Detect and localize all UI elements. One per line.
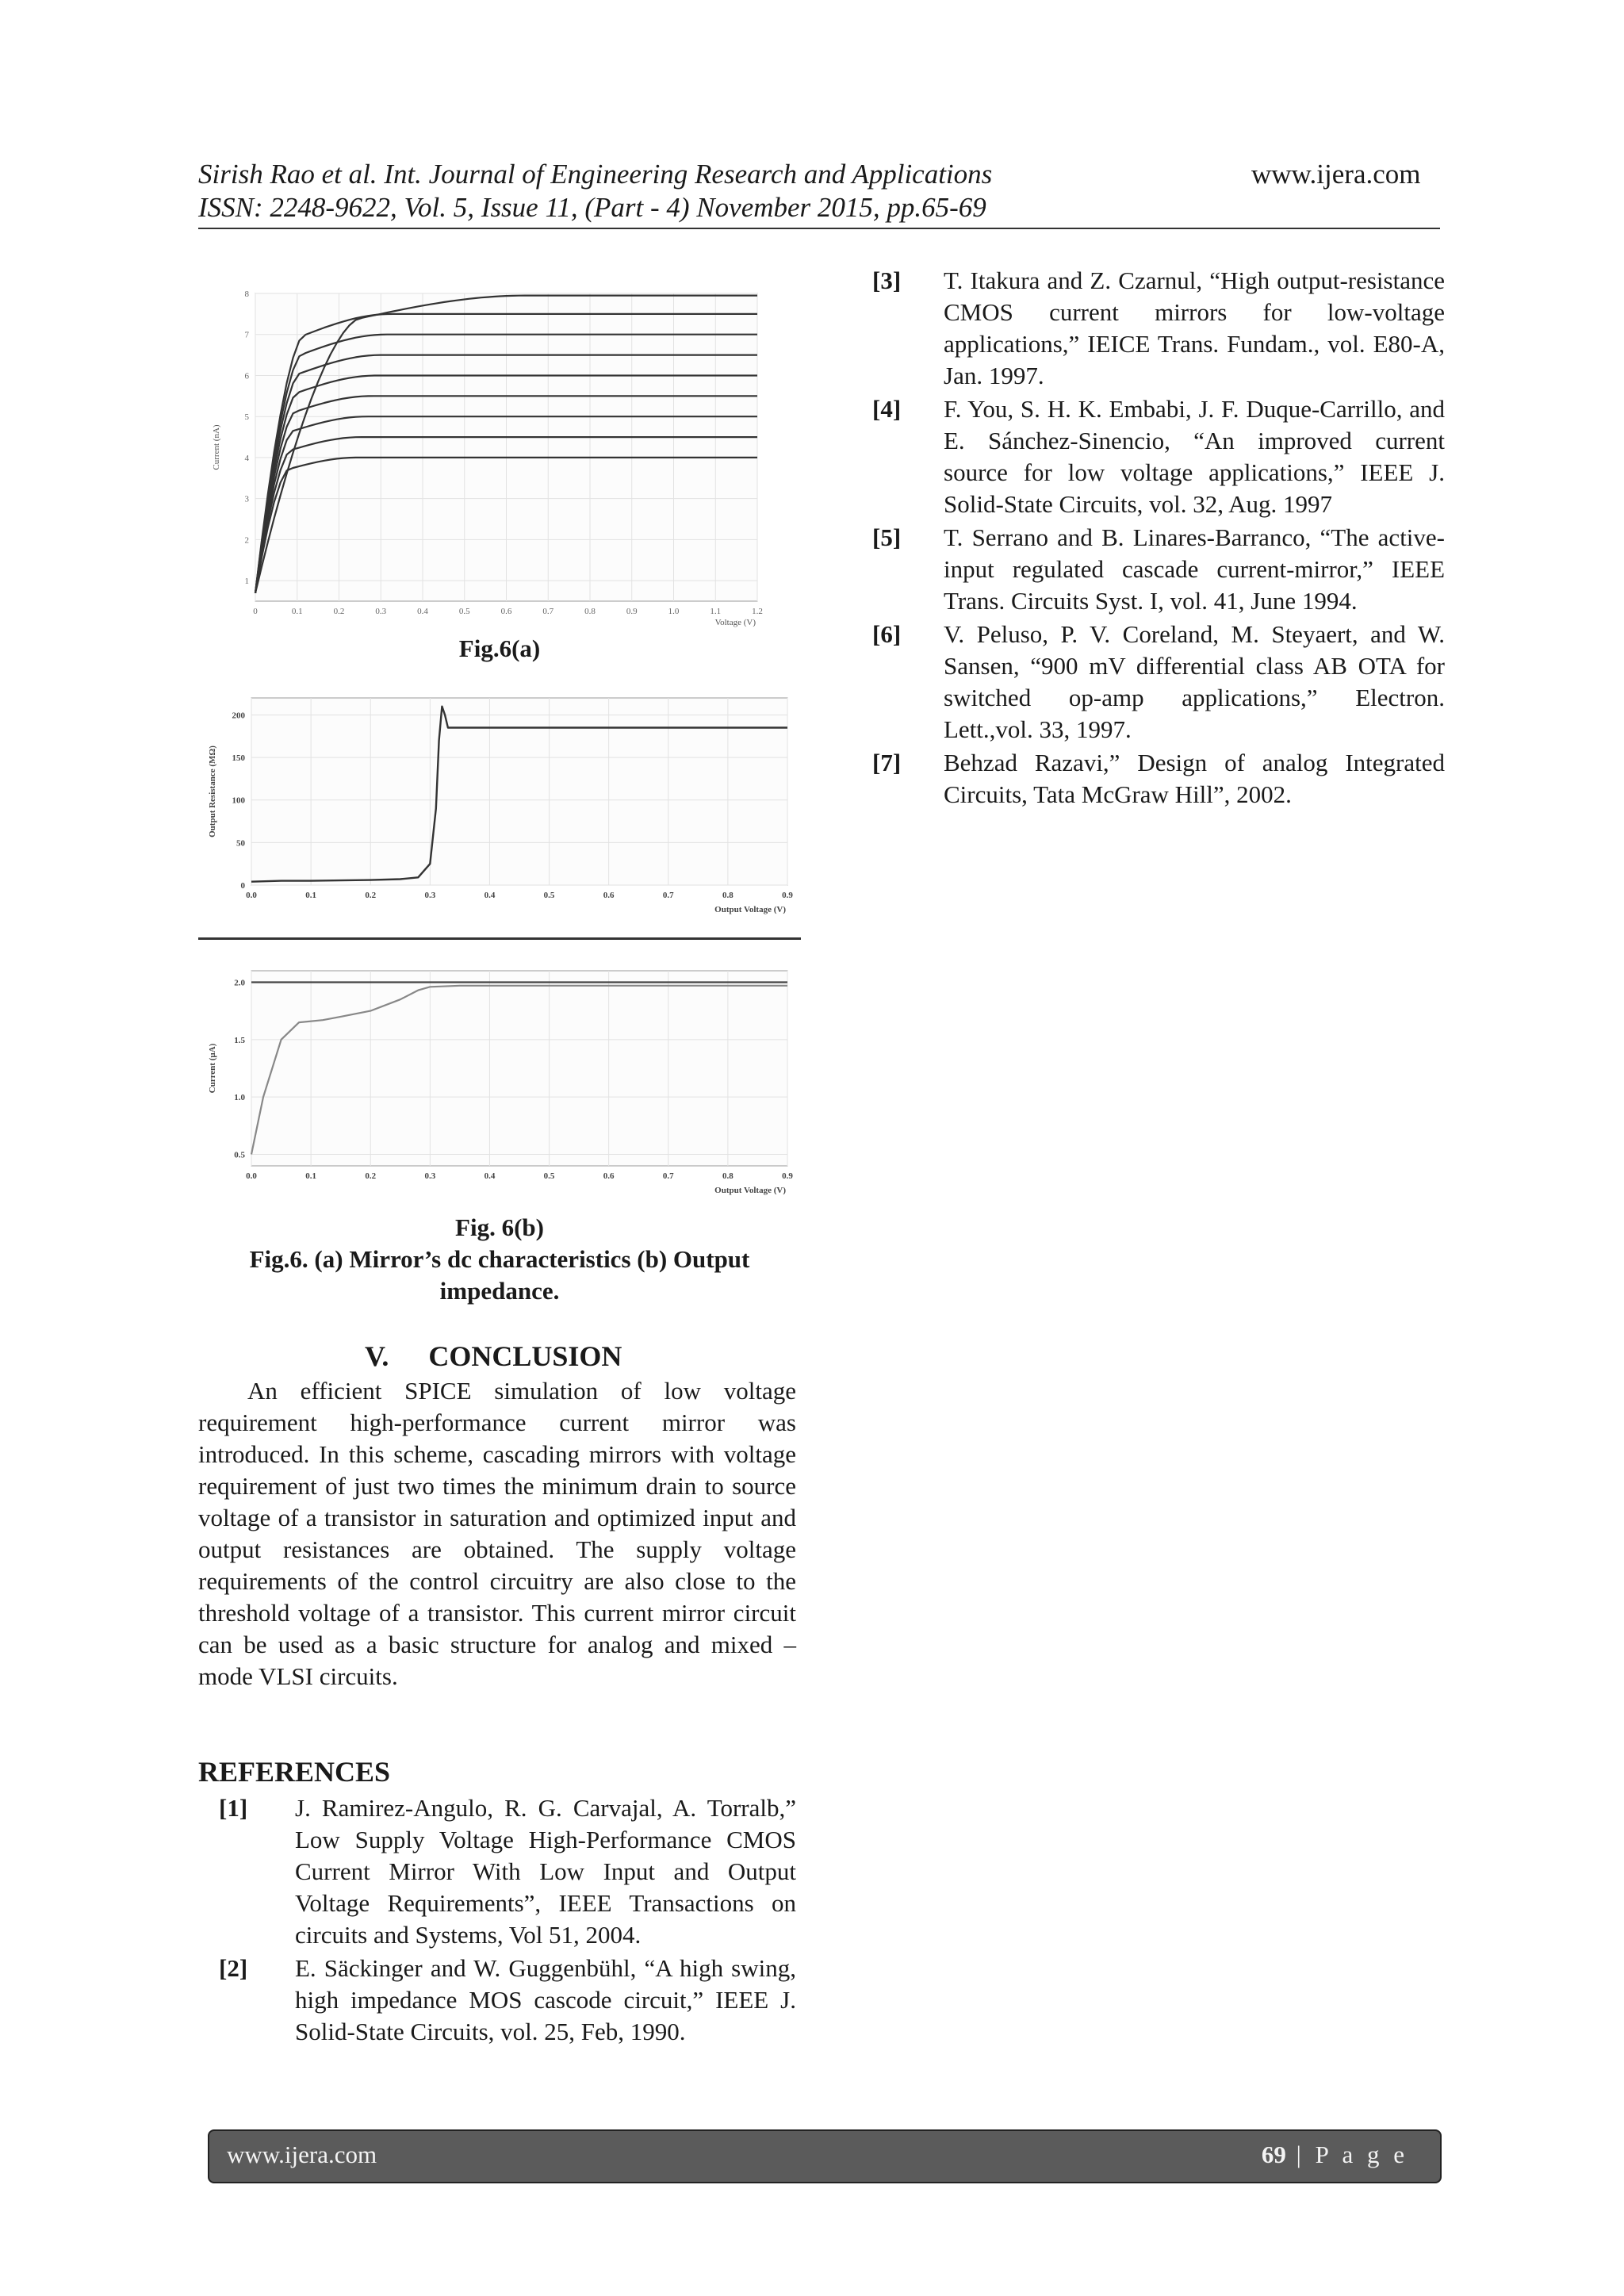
- x-tick-label: 0.2: [365, 891, 377, 900]
- x-tick-label: 0.1: [291, 607, 303, 616]
- figure-6b-current: [202, 960, 805, 1202]
- x-tick-label: 0.4: [484, 891, 496, 900]
- y-axis-label: Current (nA): [212, 424, 221, 470]
- header-rule: [198, 228, 1440, 229]
- x-tick-label: 0.0: [246, 891, 257, 900]
- footer-page-number: 69: [1261, 2141, 1286, 2168]
- reference-text: J. Ramirez-Angulo, R. G. Carvajal, A. Torralb,” Low Supply Voltage High-Performance CMOS Current Mirror With Low Input and Output Voltage Requirements”, IEEE Transactions on circuits and Systems, Vol 51, 2004.: [295, 1794, 796, 1949]
- reference-text: F. You, S. H. K. Embabi, J. F. Duque-Carrillo, and E. Sánchez-Sinencio, “An improved current source for low voltage applications,” IEEE J. Solid-State Circuits, vol. 32, Aug. 1997: [944, 395, 1445, 518]
- reference-number: [2]: [219, 1954, 248, 1982]
- x-tick-label: 0.7: [662, 1171, 674, 1181]
- x-axis-label: Output Voltage (V): [714, 1186, 786, 1195]
- reference-item: [872, 393, 1445, 520]
- y-tick-label: 3: [244, 494, 249, 504]
- references-right-list: [872, 265, 1445, 812]
- x-tick-label: 0.1: [305, 891, 316, 900]
- reference-number: [4]: [872, 395, 902, 423]
- footer-page: [1262, 2141, 1408, 2169]
- x-tick-label: 0.2: [333, 607, 345, 616]
- journal-issn: ISSN: 2248-9622, Vol. 5, Issue 11, (Part - 4) November 2015, pp.65-69: [198, 192, 986, 223]
- x-tick-label: 0.9: [782, 1171, 793, 1181]
- x-tick-label: 0.0: [246, 1171, 257, 1181]
- figure-6b-label: Fig. 6(b): [455, 1213, 544, 1241]
- x-axis-label: Voltage (V): [714, 618, 756, 627]
- x-tick-label: 1.2: [752, 607, 763, 616]
- figure-6a: [206, 284, 793, 633]
- footer-website[interactable]: www.ijera.com: [227, 2141, 377, 2168]
- chart-6b-resistance: [202, 692, 805, 930]
- references-heading: REFERENCES: [198, 1756, 391, 1788]
- x-tick-label: 0.4: [417, 607, 428, 616]
- y-tick-label: 6: [244, 371, 249, 381]
- conclusion-heading-text: CONCLUSION: [428, 1340, 622, 1372]
- x-tick-label: 0.4: [484, 1171, 496, 1181]
- figure-caption: Fig.6. (a) Mirror’s dc characteristics (b) Output impedance.: [249, 1245, 750, 1305]
- conclusion-body: [198, 1375, 796, 1692]
- plot-area: [251, 971, 787, 1166]
- footer-page-label: | P a g e: [1296, 2141, 1408, 2168]
- y-tick-label: 0.5: [234, 1150, 245, 1160]
- x-tick-label: 0.6: [603, 1171, 615, 1181]
- x-tick-label: 0.2: [365, 1171, 377, 1181]
- reference-text: T. Itakura and Z. Czarnul, “High output-resistance CMOS current mirrors for low-voltage applications,” IEICE Trans. Fundam., vol. E80-A, Jan. 1997.: [944, 266, 1445, 389]
- x-tick-label: 0.8: [722, 1171, 733, 1181]
- x-tick-label: 0.7: [542, 607, 554, 616]
- reference-text: Behzad Razavi,” Design of analog Integrated Circuits, Tata McGraw Hill”, 2002.: [944, 749, 1445, 808]
- x-tick-label: 0.5: [458, 607, 470, 616]
- reference-item: [219, 1792, 796, 1951]
- reference-item: [219, 1953, 796, 2048]
- y-tick-label: 1.5: [234, 1035, 245, 1045]
- x-tick-label: 0.9: [626, 607, 638, 616]
- x-tick-label: 0.3: [424, 891, 436, 900]
- reference-item: [872, 619, 1445, 746]
- y-tick-label: 200: [232, 711, 245, 721]
- reference-text: E. Säckinger and W. Guggenbühl, “A high swing, high impedance MOS cascode circuit,” IEEE J. Solid-State Circuits, vol. 25, Feb, 1990.: [295, 1954, 796, 2045]
- x-tick-label: 0: [253, 607, 258, 616]
- y-tick-label: 2.0: [234, 978, 245, 988]
- journal-website[interactable]: www.ijera.com: [1251, 159, 1421, 190]
- reference-number: [6]: [872, 620, 902, 648]
- figure-6a-label: Fig.6(a): [458, 634, 541, 662]
- reference-text: V. Peluso, P. V. Coreland, M. Steyaert, and W. Sansen, “900 mV differential class AB OTA for switched op-amp applications,” Electron. Lett.,vol. 33, 1997.: [944, 620, 1445, 743]
- reference-item: [872, 265, 1445, 392]
- x-tick-label: 1.1: [710, 607, 722, 616]
- y-tick-label: 4: [244, 453, 249, 463]
- y-tick-label: 100: [232, 795, 245, 806]
- conclusion-heading-number: V.: [365, 1340, 389, 1372]
- x-axis-label: Output Voltage (V): [714, 905, 786, 914]
- x-tick-label: 0.9: [782, 891, 793, 900]
- x-tick-label: 0.5: [543, 891, 555, 900]
- x-tick-label: 1.0: [668, 607, 680, 616]
- reference-number: [1]: [219, 1794, 248, 1822]
- x-tick-label: 0.3: [424, 1171, 436, 1181]
- figure-6b-resistance: [202, 692, 805, 930]
- y-tick-label: 50: [236, 838, 245, 849]
- conclusion-heading: [365, 1339, 622, 1374]
- chart-6a: [206, 284, 793, 633]
- x-tick-label: 0.5: [543, 1171, 555, 1181]
- journal-header: Sirish Rao et al. Int. Journal of Engineering Research and Applications: [198, 159, 993, 190]
- reference-number: [7]: [872, 749, 902, 776]
- reference-number: [3]: [872, 266, 902, 294]
- y-tick-label: 7: [244, 330, 249, 340]
- figure-divider: [198, 937, 801, 940]
- references-left-list: [219, 1792, 796, 2049]
- y-axis-label: Current (µA): [208, 1043, 217, 1094]
- reference-item: [872, 747, 1445, 811]
- page-footer: [208, 2129, 1442, 2183]
- y-tick-label: 1: [244, 577, 249, 587]
- x-tick-label: 0.6: [603, 891, 615, 900]
- x-tick-label: 0.8: [722, 891, 733, 900]
- chart-6b-current: [202, 960, 805, 1202]
- x-tick-label: 0.1: [305, 1171, 316, 1181]
- reference-text: T. Serrano and B. Linares-Barranco, “The active-input regulated cascade current-mirror,” IEEE Trans. Circuits Syst. I, vol. 41, June 1994.: [944, 523, 1445, 615]
- x-tick-label: 0.6: [500, 607, 512, 616]
- conclusion-paragraph: An efficient SPICE simulation of low voltage requirement high-performance current mirror was introduced. In this scheme, cascading mirrors with voltage requirement of just two times the minimum drain to source voltage of a transistor in saturation and optimized input and output resistances are obtained. The supply voltage requirements of the control circuitry are also close to the threshold voltage of a transistor. This current mirror circuit can be used as a basic structure for analog and mixed – mode VLSI circuits.: [198, 1377, 796, 1690]
- y-tick-label: 1.0: [234, 1093, 245, 1103]
- y-axis-label: Output Resistance (MΩ): [208, 746, 217, 838]
- y-tick-label: 150: [232, 753, 245, 764]
- x-tick-label: 0.8: [584, 607, 596, 616]
- reference-item: [872, 522, 1445, 617]
- y-tick-label: 8: [244, 289, 249, 299]
- x-tick-label: 0.7: [662, 891, 674, 900]
- plot-area: [251, 698, 787, 885]
- reference-number: [5]: [872, 523, 902, 551]
- y-tick-label: 5: [244, 412, 249, 423]
- x-tick-label: 0.3: [375, 607, 387, 616]
- y-tick-label: 2: [244, 535, 249, 546]
- y-tick-label: 0: [240, 881, 245, 891]
